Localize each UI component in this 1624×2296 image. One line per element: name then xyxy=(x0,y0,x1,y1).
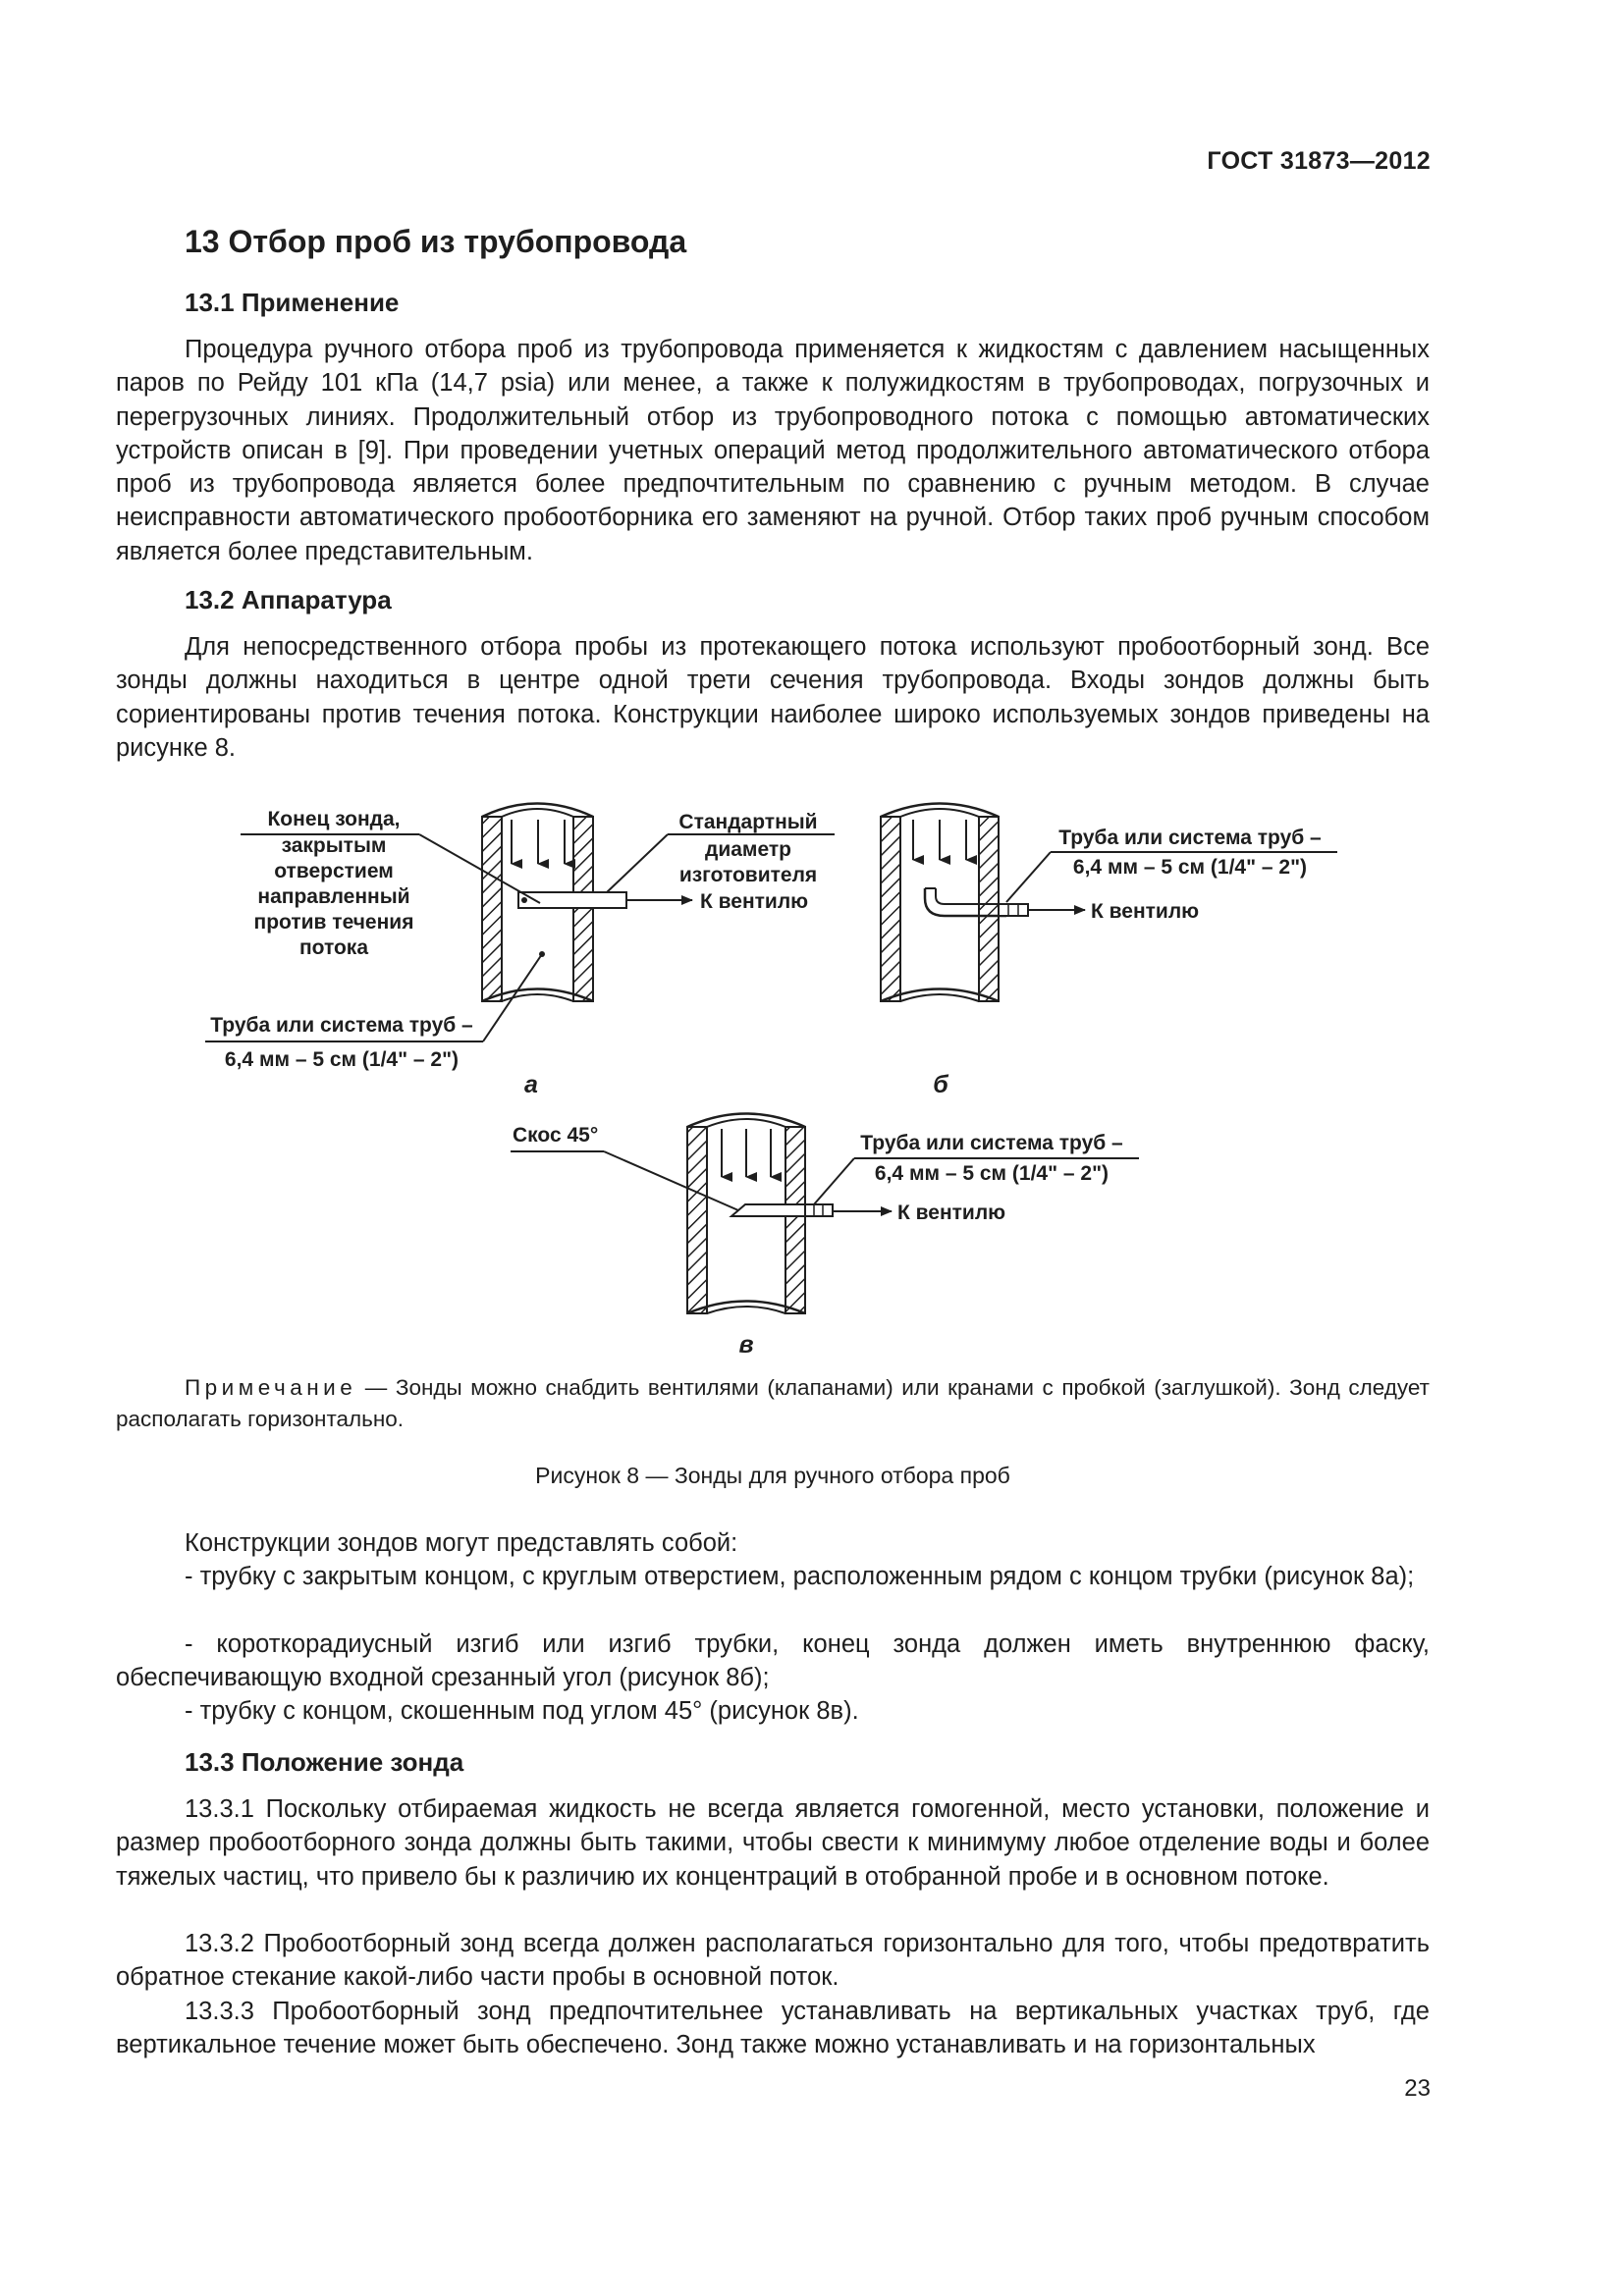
subsection-13-1-text: Процедура ручного отбора проб из трубопровода применяется к жидкостям с давлением насыщенных паров по Рейду 101 кПа (14,7 psia) или менее, а также к полужидкостям в трубопроводах, погрузочных и перегрузочных линиях. Продолжительный отбор из трубопроводного потока с помощью автоматических устройств описан в [9]. При проведении учетных операций метод продолжительного автоматического отбора проб из трубопровода является более предпочтительным по сравнению с ручным методом. В случае неисправности автоматического пробоотборника его заменяют на ручной. Отбор таких проб ручным способом является более представительным. xyxy=(116,336,1430,565)
callout-pipe-c xyxy=(814,1132,1139,1204)
pipe-label-a-2: 6,4 мм – 5 см (1/4" – 2") xyxy=(224,1048,460,1071)
pipe-label-c-2: 6,4 мм – 5 см (1/4" – 2") xyxy=(874,1162,1110,1185)
probe-end-label-2: закрытым xyxy=(281,834,387,857)
pipe-label-a-1: Труба или система труб – xyxy=(210,1014,473,1037)
to-valve-label-a: К вентилю xyxy=(700,890,809,913)
probe-end-label-6: потока xyxy=(298,936,369,959)
flow-arrows-a xyxy=(512,820,565,864)
figure-note xyxy=(116,1372,1430,1435)
probe-a xyxy=(518,892,692,908)
subsection-13-2-heading: 13.2 Аппаратура xyxy=(185,585,392,614)
paragraph-13-3-2: 13.3.2 Пробоотборный зонд всегда должен располагаться горизонтально для того, чтобы предотвратить обратное стекание какой-либо части пробы в основной поток. xyxy=(116,1930,1430,1992)
standard-id: ГОСТ 31873—2012 xyxy=(1207,147,1431,175)
note-label: Примечание xyxy=(185,1375,357,1400)
subsection-13-2-text: Для непосредственного отбора пробы из протекающего потока используют пробоотборный зонд. Все зонды должны находиться в центре одной трети сечения трубопровода. Входы зондов должны быть сориентированы против течения потока. Конструкции наиболее широко используемых зондов приведены на рисунке 8. xyxy=(116,633,1430,762)
diameter-label-3: изготовителя xyxy=(678,864,818,886)
figure-a-label: а xyxy=(524,1071,538,1098)
figure-caption: Рисунок 8 — Зонды для ручного отбора проб xyxy=(535,1463,1010,1488)
pipe-label-b-2: 6,4 мм – 5 см (1/4" – 2") xyxy=(1072,856,1308,879)
callout-pipe-b xyxy=(1006,827,1337,902)
pipe-label-c-1: Труба или система труб – xyxy=(860,1132,1123,1154)
figure-b-label: б xyxy=(933,1071,948,1098)
paragraph-13-3-3: 13.3.3 Пробоотборный зонд предпочтительнее устанавливать на вертикальных участках труб, где вертикальное течение может быть обеспечено. Зонд также можно устанавливать и на горизонтальных xyxy=(116,1998,1430,2059)
probe-end-label-5: против течения xyxy=(253,911,414,934)
probe-b xyxy=(925,888,1085,916)
figure-a xyxy=(205,804,835,1099)
paragraph-13-3-1: 13.3.1 Поскольку отбираемая жидкость не всегда является гомогенной, место установки, положение и размер пробоотборного зонда должны быть такими, чтобы свести к минимуму любое отделение воды и более тяжелых частиц, что привело бы к различию их концентраций в отобранной пробе и в основном потоке. xyxy=(116,1795,1430,1891)
section-title: 13 Отбор проб из трубопровода xyxy=(185,224,687,259)
designs-item-3: - трубку с концом, скошенным под углом 45° (рисунок 8в). xyxy=(185,1697,859,1725)
probe-end-label-3: отверстием xyxy=(274,860,394,882)
probe-c xyxy=(731,1204,892,1216)
callout-diameter-a xyxy=(607,811,835,892)
designs-item-2: - короткорадиусный изгиб или изгиб трубки, конец зонда должен иметь внутреннюю фаску, обеспечивающую входной срезанный угол (рисунок 8б); xyxy=(116,1630,1430,1692)
to-valve-label-c: К вентилю xyxy=(897,1201,1006,1224)
diameter-label-1: Стандартный xyxy=(678,811,818,833)
note-text: — Зонды можно снабдить вентилями (клапанами) или кранами с пробкой (заглушкой). Зонд следует располагать горизонтально. xyxy=(116,1375,1430,1431)
page-number: 23 xyxy=(1404,2075,1431,2102)
probe-end-label-1: Конец зонда, xyxy=(267,808,401,830)
flow-arrows-c xyxy=(722,1129,771,1177)
probe-end-label-4: направленный xyxy=(257,885,410,908)
subsection-13-3-heading: 13.3 Положение зонда xyxy=(185,1747,464,1777)
figure-c-label: в xyxy=(738,1331,754,1359)
designs-intro: Конструкции зондов могут представлять собой: xyxy=(185,1529,738,1557)
diameter-label-2: диаметр xyxy=(705,838,791,861)
subsection-13-1-heading: 13.1 Применение xyxy=(185,288,400,317)
bevel-label: Скос 45° xyxy=(513,1124,599,1147)
to-valve-label-b: К вентилю xyxy=(1091,900,1200,923)
flow-arrows-b xyxy=(913,820,966,860)
pipe-label-b-1: Труба или система труб – xyxy=(1058,827,1322,849)
figure-b xyxy=(881,804,1337,1099)
figure-c xyxy=(511,1114,1139,1360)
designs-item-1: - трубку с закрытым концом, с круглым отверстием, расположенным рядом с концом трубки (рисунок 8а); xyxy=(185,1563,1415,1590)
